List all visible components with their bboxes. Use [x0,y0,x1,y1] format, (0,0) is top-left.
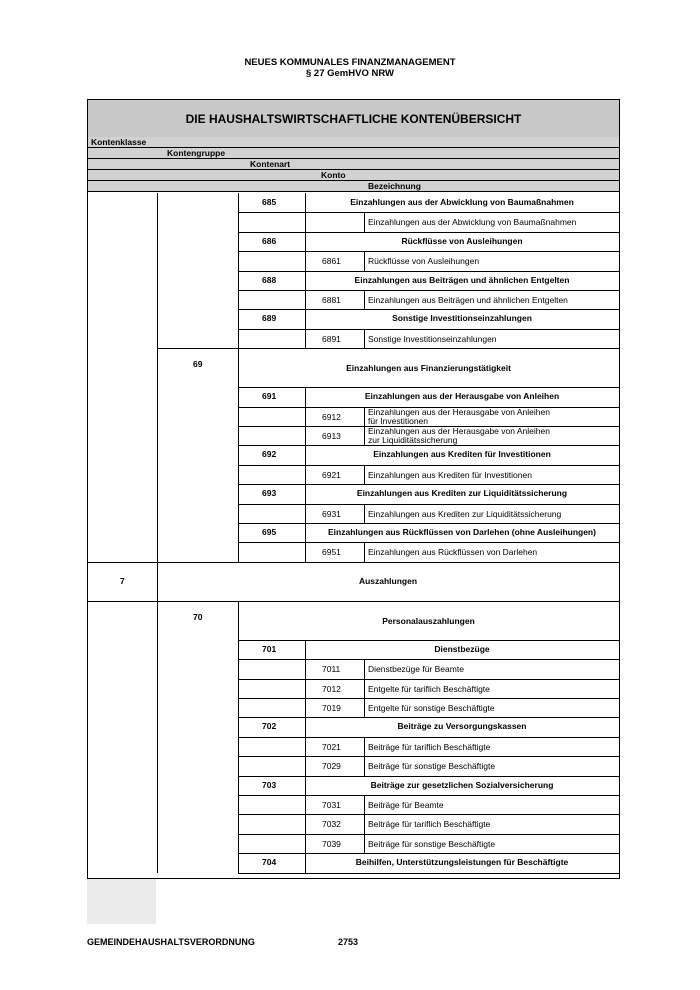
column-divider [305,659,306,678]
kontengruppe-title: Personalauszahlungen [382,615,475,626]
column-divider [238,834,239,853]
kontenart-code: 688 [262,274,277,285]
column-divider [238,776,239,795]
column-divider [238,309,239,328]
col-header-kontenklasse: Kontenklasse [91,137,147,147]
konto-code: 6913 [322,431,341,441]
kontenart-title: Beihilfen, Unterstützungsleistungen für Beschäftigte [355,857,569,868]
konto-code: 7011 [322,664,341,675]
kontenart-title: Einzahlungen aus Rückflüssen von Darlehen (ohne Ausleihungen) [328,527,596,537]
konto-code: 7019 [322,703,341,713]
kontenart-code: 689 [262,313,277,324]
column-divider [305,426,306,445]
row-divider [238,542,619,543]
kontengruppe-title: Einzahlungen aus Finanzierungstätigkeit [346,363,511,374]
row-divider [238,776,619,777]
column-divider [364,814,365,833]
column-divider [305,329,306,348]
header-row-kontenart [88,159,619,170]
column-divider [364,679,365,698]
konto-code: 6921 [322,469,341,480]
konto-code: 6951 [322,547,341,558]
konto-code: 6912 [322,411,341,422]
column-divider [238,290,239,309]
konto-title: Sonstige Investitionseinzahlungen [368,333,497,344]
konto-code: 7031 [322,800,341,810]
kontenart-title: Einzahlungen aus Krediten für Investitionen [373,449,551,460]
row-divider [238,290,619,291]
kontenart-code: 695 [262,527,277,537]
row-divider [238,679,619,680]
kontenart-title: Einzahlungen aus der Abwicklung von Baumaßnahmen [350,197,574,207]
kontenart-code: 701 [262,643,277,654]
column-divider [364,659,365,678]
kontengruppe-code: 69 [193,359,203,370]
column-divider [238,426,239,445]
kontenart-title: Beiträge zu Versorgungskassen [397,721,527,732]
row-divider [88,562,619,563]
column-divider [238,717,239,736]
column-divider [305,698,306,717]
konto-title: Beiträge für tariflich Beschäftigte [368,741,491,752]
header-line-1: NEUES KOMMUNALES FINANZMANAGEMENT [244,57,456,68]
column-divider [238,542,239,561]
konto-code: 7032 [322,819,341,830]
column-divider [238,271,239,290]
column-divider [238,465,239,484]
column-divider [238,387,239,406]
row-divider [238,698,619,699]
column-divider [364,756,365,775]
column-divider [305,814,306,833]
konto-title: Dienstbezüge für Beamte [368,664,464,675]
row-divider [238,271,619,272]
column-divider [238,329,239,348]
column-divider [238,737,239,756]
konto-title: Beiträge für sonstige Beschäftigte [368,838,496,849]
column-divider [238,504,239,523]
kontenart-code: 693 [262,488,277,499]
column-divider [238,232,239,251]
column-divider [305,737,306,756]
konto-code: 7021 [322,741,341,752]
column-divider [364,795,365,814]
konto-title-line-2: zur Liquiditätssicherung [368,435,458,445]
column-divider [157,193,158,873]
column-divider [238,407,239,426]
kontenklasse-title: Auszahlungen [358,575,418,586]
kontenart-code: 704 [262,857,277,868]
konto-code: 7012 [322,683,341,694]
konto-code: 7039 [322,838,341,849]
column-divider [364,465,365,484]
row-divider [157,348,619,349]
footer-title: GEMEINDEHAUSHALTSVERORDNUNG [87,937,255,947]
column-divider [364,834,365,853]
col-header-konto: Konto [321,170,346,180]
column-divider [305,290,306,309]
column-divider [305,756,306,775]
column-divider [238,484,239,503]
column-divider [238,445,239,464]
konto-title: Rückflüsse von Ausleihungen [368,256,480,267]
kontenart-title: Einzahlungen aus Beiträgen und ähnlichen Entgelten [354,274,570,285]
row-divider [238,212,619,213]
column-divider [238,640,239,659]
kontengruppe-code: 70 [193,611,203,622]
row-divider [238,795,619,796]
column-divider [364,426,365,445]
column-divider [238,523,239,542]
col-header-bezeichnung: Bezeichnung [368,181,421,191]
konto-title: Entgelte für tariflich Beschäftigte [368,683,490,694]
header-row-bezeichnung [88,181,619,192]
column-divider [238,795,239,814]
column-divider [364,290,365,309]
konto-title: Einzahlungen aus Krediten zur Liquiditätssicherung [368,508,562,519]
column-divider [305,504,306,523]
column-divider [364,542,365,561]
konto-code: 6861 [322,256,341,267]
konto-code: 6931 [322,508,341,519]
column-divider [238,814,239,833]
page-number: 2753 [338,937,359,947]
konto-code: 6891 [322,333,341,344]
row-divider [238,329,619,330]
column-divider [364,504,365,523]
column-divider [305,542,306,561]
column-divider [305,251,306,270]
column-divider [364,698,365,717]
column-divider [364,251,365,270]
row-divider [238,717,619,718]
konto-title: Entgelte für sonstige Beschäftigte [368,703,495,713]
row-divider [238,640,619,641]
konto-title: Beiträge für tariflich Beschäftigte [368,819,491,830]
konto-title: Einzahlungen aus der Abwicklung von Baumaßnahmen [368,217,577,228]
row-divider [157,601,619,602]
kontenklasse-code: 7 [120,575,125,586]
row-divider [238,834,619,835]
kontenart-title: Rückflüsse von Ausleihungen [401,235,523,246]
kontenart-code: 702 [262,721,277,732]
konto-title-line-1: Einzahlungen aus der Herausgabe von Anleihen [368,406,550,417]
kontenart-code: 703 [262,779,277,790]
column-divider [305,212,306,231]
column-divider [364,329,365,348]
header-row-kontengruppe [88,148,619,159]
kontenart-title: Dienstbezüge [434,643,490,654]
kontenart-title: Beiträge zur gesetzlichen Sozialversicherung [370,779,554,790]
table-title: DIE HAUSHALTSWIRTSCHAFTLICHE KONTENÜBERSICHT [88,100,619,138]
column-divider [238,698,239,717]
konto-title-line-1: Einzahlungen aus der Herausgabe von Anleihen [368,426,550,436]
kontenart-code: 691 [262,391,277,402]
column-divider [305,407,306,426]
row-divider [238,484,619,485]
konto-title-line-2: für Investitionen [368,415,429,426]
margin-shade [87,879,156,924]
row-divider [238,251,619,252]
row-divider [238,853,619,854]
column-divider [305,834,306,853]
column-divider [305,795,306,814]
column-divider [364,212,365,231]
column-divider [305,465,306,484]
column-divider [238,212,239,231]
kontenart-title: Einzahlungen aus der Herausgabe von Anleihen [364,391,560,402]
kontenart-code: 686 [262,235,277,246]
kontenart-title: Einzahlungen aus Krediten zur Liquiditätssicherung [356,488,568,499]
row-divider [238,659,619,660]
col-header-kontengruppe: Kontengruppe [167,148,226,158]
column-divider [305,679,306,698]
column-divider [364,407,365,426]
konto-code: 7029 [322,761,341,772]
column-divider [364,737,365,756]
column-divider [238,659,239,678]
row-divider [238,232,619,233]
row-divider [238,873,619,874]
konto-title: Einzahlungen aus Krediten für Investitionen [368,469,532,480]
row-divider [238,309,619,310]
konto-title: Einzahlungen aus Beiträgen und ähnlichen Entgelten [368,295,568,305]
kontenart-title: Sonstige Investitionseinzahlungen [392,313,532,324]
column-divider [238,251,239,270]
header-line-2: § 27 GemHVO NRW [306,68,394,79]
row-divider [238,737,619,738]
column-divider [238,679,239,698]
row-divider [238,814,619,815]
row-divider [238,445,619,446]
column-divider [238,193,239,212]
header-row-kontenklasse [88,137,619,148]
column-divider [238,756,239,775]
konto-title: Einzahlungen aus Rückflüssen von Darlehen [368,547,538,558]
header-row-konto [88,170,619,181]
kontenart-code: 685 [262,197,277,207]
konto-title: Beiträge für Beamte [368,800,444,810]
row-divider [238,387,619,388]
konto-code: 6881 [322,295,341,305]
row-divider [238,523,619,524]
row-divider [238,756,619,757]
row-divider [238,465,619,466]
accounts-table [87,99,620,879]
column-divider [238,853,239,872]
kontenart-code: 692 [262,449,277,460]
konto-title: Beiträge für sonstige Beschäftigte [368,761,496,772]
row-divider [238,504,619,505]
col-header-kontenart: Kontenart [250,159,291,169]
